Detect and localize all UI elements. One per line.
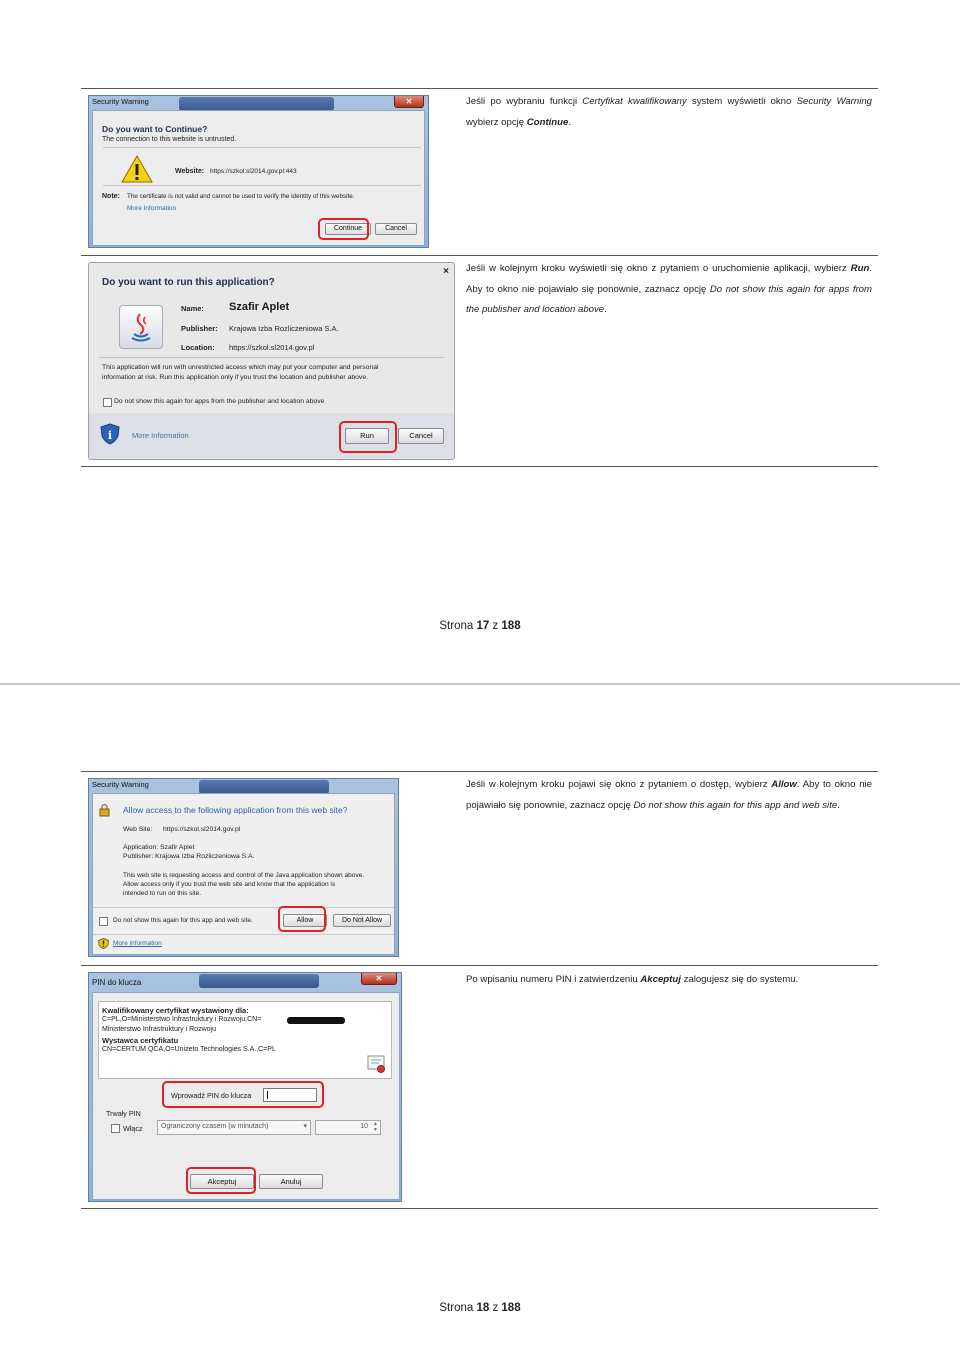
limit-select[interactable] — [157, 1120, 311, 1135]
chevron-down-icon: ▾ — [303, 1123, 307, 1130]
name-label: Name: — [181, 304, 204, 313]
do-not-show-checkbox[interactable] — [103, 398, 112, 407]
run-button[interactable]: Run — [345, 428, 389, 444]
instruction-pin — [466, 970, 872, 991]
desc-text: . — [604, 304, 607, 315]
desc-bold-italic: Allow — [771, 779, 797, 790]
blurred-background — [199, 780, 329, 794]
warning-icon — [121, 155, 153, 183]
enable-label: Włącz — [123, 1124, 143, 1133]
more-information-link[interactable]: More information — [113, 940, 162, 947]
desc-text: . Aby to okno nie pojawiało się ponownie, zaznacz opcję — [466, 779, 872, 811]
location-value: https://szkol.sl2014.gov.pl — [229, 343, 315, 352]
page-total: 188 — [501, 1302, 521, 1314]
info-line-2: Allow access only if you trust the web site and know that the application is — [123, 881, 336, 888]
checkbox-label: Do not show this again for apps from the publisher and location above — [114, 398, 325, 405]
dialog-body — [92, 793, 395, 955]
dialog-question: Do you want to run this application? — [102, 277, 275, 288]
footer-prefix: Strona — [439, 620, 477, 632]
do-not-allow-button[interactable]: Do Not Allow — [333, 914, 391, 927]
dialog-subtitle: The connection to this website is untrusted. — [102, 136, 237, 143]
highlight-accept — [186, 1167, 256, 1194]
warning-line-2: information at risk. Run this application only if you trust the location and publisher above. — [102, 374, 368, 381]
instruction-run-application — [466, 259, 872, 321]
divider — [93, 934, 394, 935]
do-not-show-checkbox[interactable] — [99, 917, 108, 926]
page-footer-17 — [0, 620, 960, 632]
dialog-title: Security Warning — [92, 780, 149, 789]
location-label: Location: — [181, 343, 215, 352]
cert-line-1: C=PL,O=Ministerstwo Infrastruktury i Rozwoju,CN= — [102, 1016, 262, 1023]
cancel-button[interactable]: Cancel — [398, 428, 444, 444]
java-icon — [119, 305, 163, 349]
dialog-question: Do you want to Continue? — [102, 124, 208, 134]
table-rule — [81, 771, 878, 772]
desc-text: zalogujesz się do systemu. — [680, 974, 799, 985]
highlight-continue — [318, 218, 369, 240]
info-line-1: This web site is requesting access and control of the Java application shown above. — [123, 872, 364, 879]
certificate-icon — [367, 1054, 387, 1074]
minutes-spinner[interactable] — [315, 1120, 381, 1135]
accept-button[interactable]: Akceptuj — [190, 1174, 254, 1189]
cancel-button[interactable]: Anuluj — [259, 1174, 323, 1189]
divider — [93, 907, 394, 908]
dialog-title: Security Warning — [92, 97, 149, 106]
website-value: https://szkol.sl2014.gov.pl — [163, 826, 241, 833]
dialog-body — [92, 992, 400, 1200]
note-label: Note: — [102, 193, 120, 200]
note-text: The certificate is not valid and cannot be used to verify the identity of this website. — [127, 193, 355, 200]
page-footer-18 — [0, 1302, 960, 1314]
publisher-label: Publisher: — [181, 324, 218, 333]
security-warning-dialog — [88, 95, 429, 248]
run-application-dialog — [88, 262, 455, 460]
dialog-title: PIN do klucza — [92, 978, 142, 987]
website-label: Website: — [175, 168, 205, 175]
cancel-button[interactable]: Cancel — [375, 223, 417, 235]
desc-bold-italic: Run — [850, 263, 870, 274]
name-value: Szafir Aplet — [229, 301, 290, 313]
dialog-question: Allow access to the following application from this web site? — [123, 805, 348, 815]
publisher-value: Krajowa Izba Rozliczeniowa S.A. — [229, 324, 339, 333]
info-line-3: intended to run on this site. — [123, 890, 202, 897]
permanent-pin-label: Trwały PIN — [106, 1109, 141, 1118]
desc-text: wybierz opcję — [466, 116, 527, 128]
divider — [103, 185, 421, 186]
table-rule — [81, 965, 878, 966]
divider — [99, 357, 444, 358]
publisher-line: Publisher: Krajowa Izba Rozliczeniowa S.A. — [123, 853, 255, 860]
minutes-value: 10 — [360, 1123, 368, 1130]
desc-bold-italic: Akceptuj — [640, 974, 681, 985]
close-button[interactable]: ✕ — [394, 96, 424, 108]
page-number: 17 — [476, 620, 490, 632]
dialog-body — [92, 110, 425, 246]
limit-select-value: Ograniczony czasem (w minutach) — [161, 1123, 269, 1130]
cert-title: Kwalifikowany certyfikat wystawiony dla: — [102, 1006, 249, 1015]
certificate-panel — [98, 1001, 392, 1079]
close-icon[interactable]: × — [443, 266, 449, 277]
highlight-run — [339, 421, 397, 453]
lock-warning-icon — [98, 803, 112, 817]
pin-dialog — [88, 972, 402, 1202]
enable-checkbox[interactable] — [111, 1124, 120, 1133]
instruction-security-warning — [466, 92, 872, 133]
more-information-link[interactable]: More Information — [132, 431, 189, 440]
desc-text: Po wpisaniu numeru PIN i zatwierdzeniu — [466, 974, 641, 985]
redacted-name — [287, 1017, 345, 1024]
desc-text: system wyświetli okno — [686, 96, 797, 107]
page-number: 18 — [476, 1302, 490, 1314]
cert-line-2: Ministerstwo Infrastruktury i Rozwoju — [102, 1026, 216, 1033]
website-label: Web Site: — [123, 826, 153, 833]
desc-italic: Certyfikat kwalifikowany — [582, 96, 687, 107]
highlight-allow — [278, 906, 326, 932]
divider — [103, 147, 421, 148]
instruction-allow-access — [466, 775, 872, 816]
allow-access-dialog — [88, 778, 399, 957]
spinner-arrows-icon: ▲ ▼ — [373, 1121, 378, 1133]
desc-text: . Aby to okno nie pojawiało się ponownie, zaznacz opcję — [466, 263, 872, 295]
desc-italic: Do not show this again for this app and web site — [633, 799, 838, 811]
desc-italic: Security Warning — [796, 96, 872, 107]
desc-text: Jeśli po wybraniu funkcji — [466, 96, 583, 107]
issuer-line: CN=CERTUM QCA,O=Unizeto Technologies S.A.,C=PL — [102, 1046, 276, 1053]
continue-button[interactable]: Continue — [325, 223, 371, 235]
warning-line-1: This application will run with unrestricted access which may put your computer and personal — [102, 364, 379, 371]
desc-text: Jeśli w kolejnym kroku pojawi się okno z pytaniem o dostęp, wybierz — [466, 779, 772, 790]
desc-text: Jeśli w kolejnym kroku wyświetli się okno z pytaniem o uruchomienie aplikacji, wybierz — [466, 263, 851, 274]
blurred-background — [179, 97, 334, 111]
table-rule — [81, 466, 878, 467]
checkbox-label: Do not show this again for this app and web site. — [113, 917, 253, 924]
desc-bold-italic: Continue — [526, 116, 569, 128]
warning-shield-icon — [98, 938, 109, 949]
pin-label: Wprowadź PIN do klucza — [171, 1091, 252, 1100]
desc-text: . — [837, 799, 840, 811]
desc-italic: Do not show this again for apps from the publisher and location above — [466, 283, 873, 315]
svg-text:i: i — [107, 429, 113, 442]
table-rule — [81, 88, 878, 89]
info-shield-icon — [100, 423, 120, 445]
website-value: https://szkol.sl2014.gov.pl:443 — [210, 168, 297, 175]
table-rule — [81, 1208, 878, 1209]
footer-prefix: Strona — [439, 1302, 477, 1314]
blurred-background — [199, 974, 319, 988]
issuer-title: Wystawca certyfikatu — [102, 1036, 179, 1045]
allow-button[interactable]: Allow — [283, 914, 327, 927]
footer-mid: z — [489, 1302, 502, 1314]
more-information-link[interactable]: More Information — [127, 205, 177, 212]
close-button[interactable]: ✕ — [361, 973, 397, 985]
desc-text: . — [568, 116, 572, 128]
footer-mid: z — [489, 620, 502, 632]
page-total: 188 — [501, 620, 521, 632]
highlight-pin — [162, 1081, 324, 1108]
table-rule — [81, 255, 878, 256]
application-line: Application: Szafir Aplet — [123, 844, 195, 851]
